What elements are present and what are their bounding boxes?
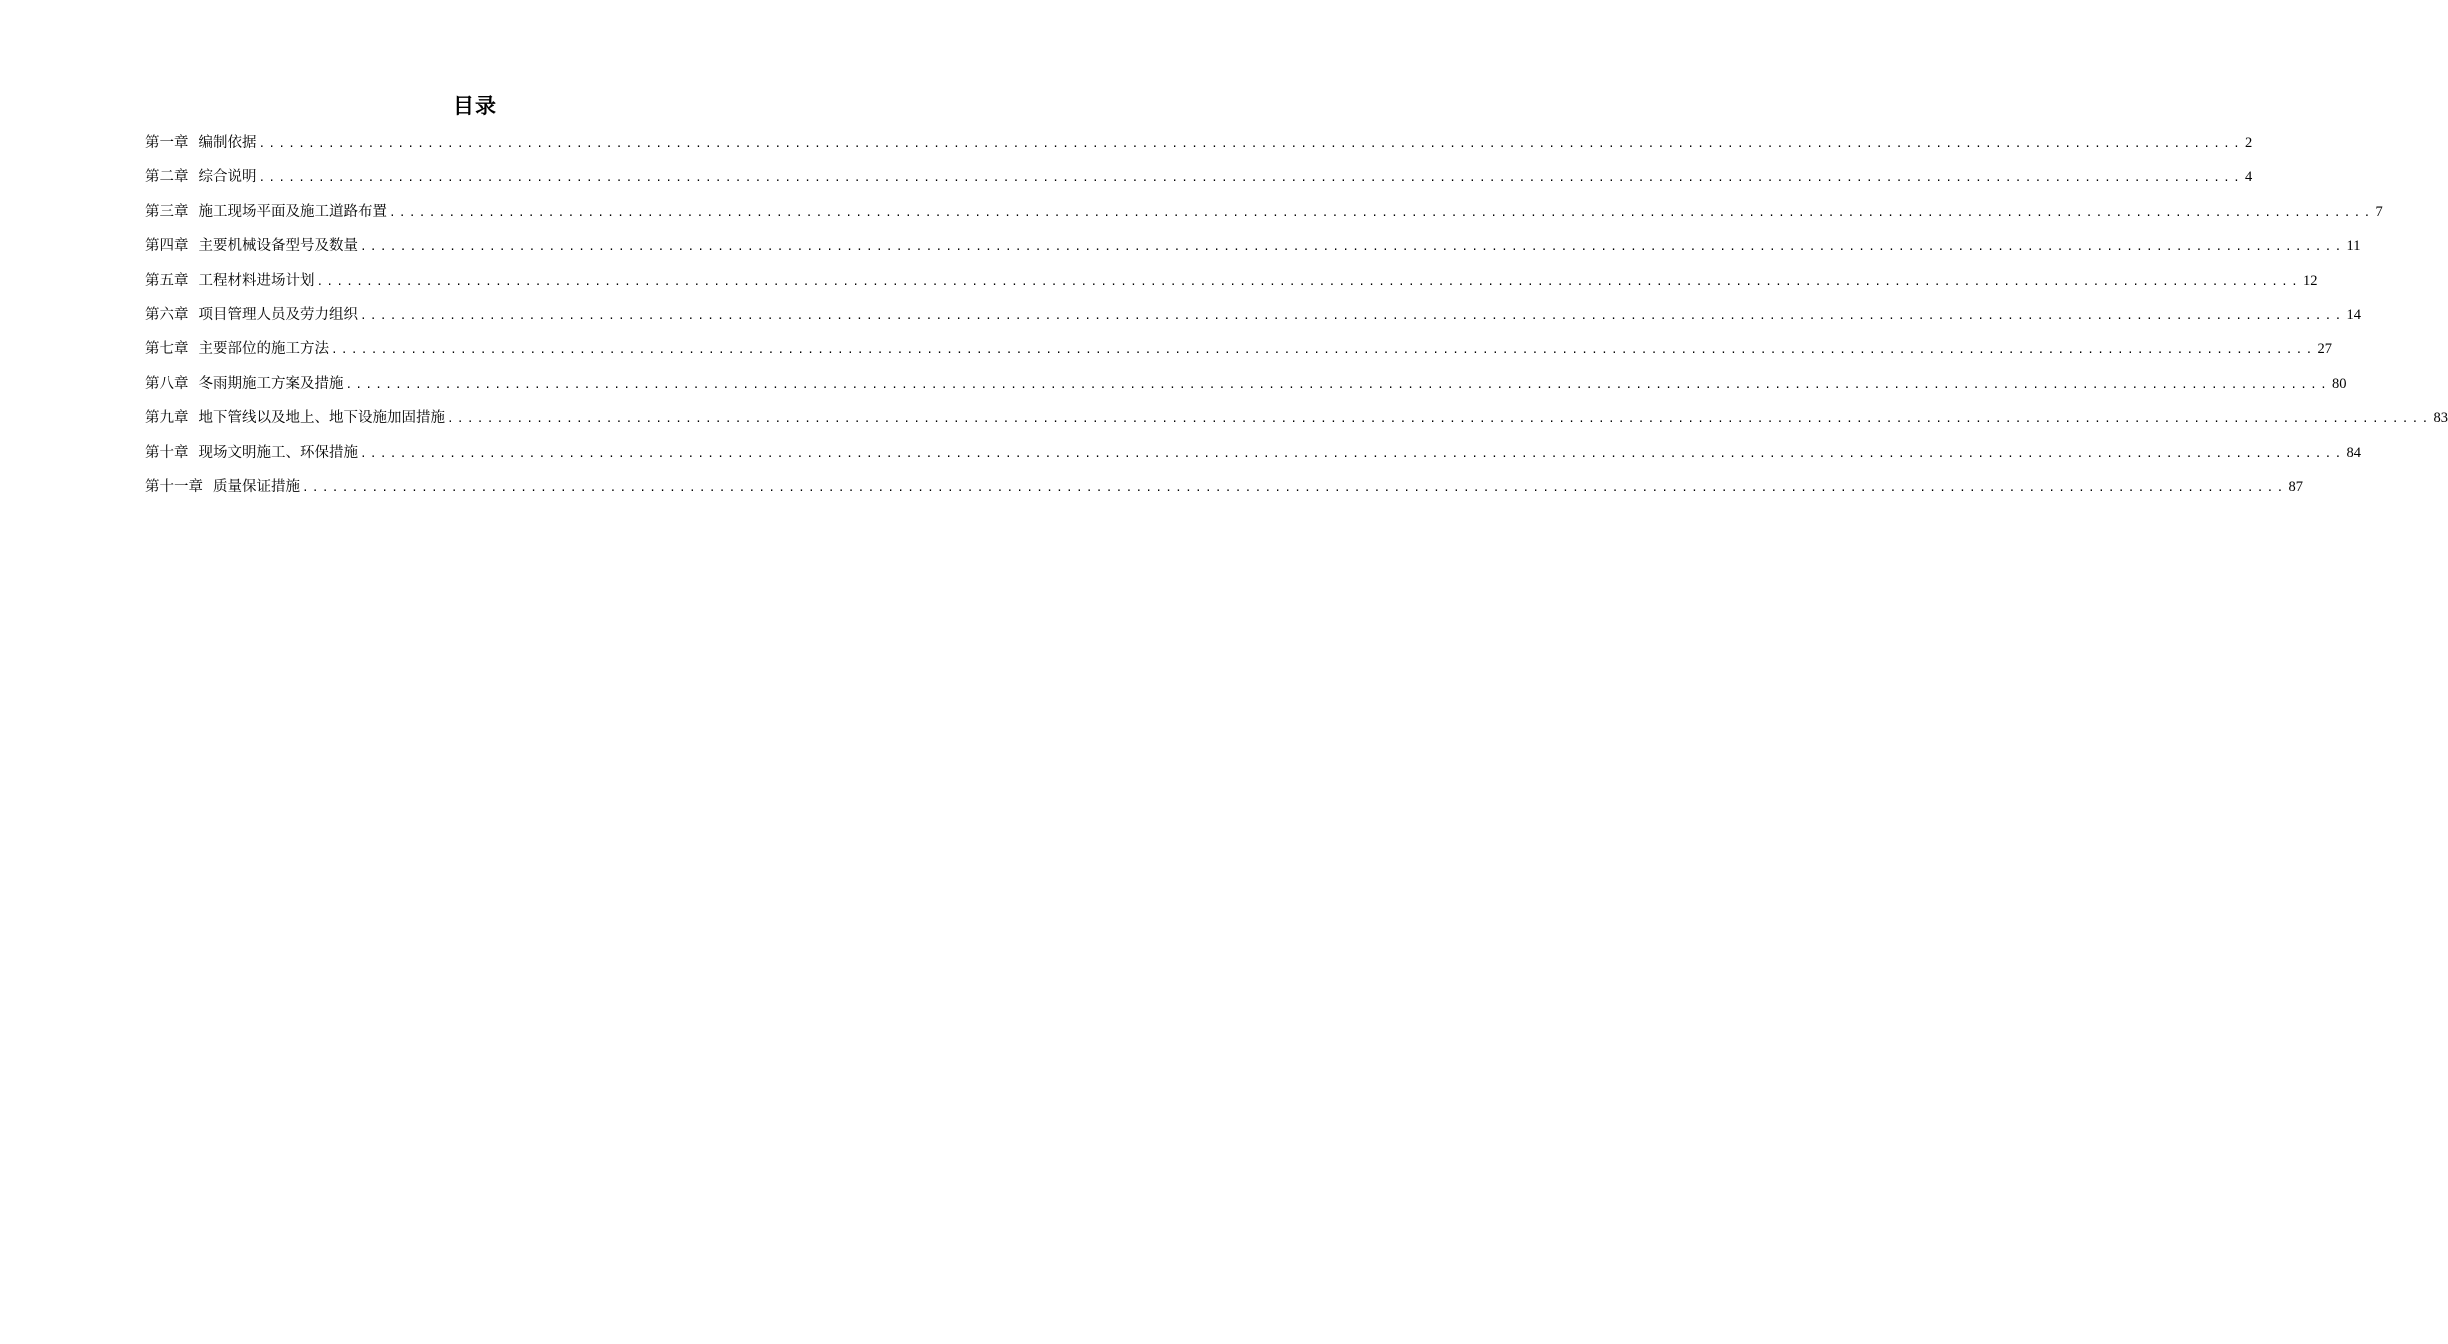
toc-chapter-title: 主要机械设备型号及数量 <box>198 238 358 255</box>
toc-page-number: 14 <box>2346 306 2362 323</box>
toc-entry[interactable] <box>145 160 2253 194</box>
toc-chapter-number: 第五章 <box>145 272 189 289</box>
toc-chapter-title: 综合说明 <box>198 169 257 186</box>
toc-dot-leader: ........................................................................................................................................................................................................ <box>345 377 2331 391</box>
toc-entry[interactable] <box>145 436 2362 470</box>
toc-chapter-title: 施工现场平面及施工道路布置 <box>198 203 387 220</box>
toc-dot-leader: ........................................................................................................................................................................................................ <box>316 274 2302 288</box>
toc-list <box>145 126 2448 504</box>
toc-page-number: 27 <box>2317 341 2333 358</box>
toc-dot-leader: ........................................................................................................................................................................................................ <box>360 240 2345 254</box>
toc-entry[interactable] <box>145 332 2333 366</box>
toc-page-number: 7 <box>2375 203 2383 220</box>
toc-dot-leader: ........................................................................................................................................................................................................ <box>258 137 2244 150</box>
toc-chapter-title: 冬雨期施工方案及措施 <box>198 375 344 392</box>
toc-entry[interactable] <box>145 195 2383 229</box>
toc-chapter-number: 第六章 <box>145 306 189 323</box>
toc-chapter-title: 现场文明施工、环保措施 <box>198 444 358 461</box>
toc-chapter-number: 第十一章 <box>145 478 203 495</box>
toc-dot-leader: ........................................................................................................................................................................................................ <box>258 171 2244 185</box>
toc-title: 目录 <box>453 94 497 118</box>
toc-chapter-title: 质量保证措施 <box>213 478 300 495</box>
toc-entry[interactable] <box>145 264 2318 298</box>
toc-dot-leader: ........................................................................................................................................................................................................ <box>360 446 2345 460</box>
toc-page-number: 80 <box>2332 375 2347 392</box>
toc-chapter-number: 第三章 <box>145 203 189 220</box>
toc-page-number: 87 <box>2288 478 2304 495</box>
toc-page-number: 83 <box>2433 410 2448 427</box>
toc-dot-leader: ........................................................................................................................................................................................................ <box>331 343 2316 357</box>
toc-page-number: 12 <box>2303 272 2318 289</box>
toc-chapter-number: 第二章 <box>145 169 189 186</box>
toc-chapter-title: 编制依据 <box>198 135 257 151</box>
toc-entry[interactable] <box>145 401 2448 435</box>
toc-chapter-number: 第七章 <box>145 341 189 358</box>
toc-entry[interactable] <box>145 470 2304 504</box>
toc-dot-leader: ........................................................................................................................................................................................................ <box>302 480 2287 494</box>
toc-page-number: 2 <box>2245 135 2253 151</box>
toc-dot-leader: ........................................................................................................................................................................................................ <box>360 308 2345 322</box>
toc-chapter-title: 项目管理人员及劳力组织 <box>198 306 358 323</box>
toc-dot-leader: ........................................................................................................................................................................................................ <box>447 412 2432 426</box>
toc-chapter-number: 第一章 <box>145 135 189 151</box>
toc-chapter-number: 第九章 <box>145 410 189 427</box>
toc-entry[interactable] <box>145 229 2361 263</box>
toc-chapter-title: 工程材料进场计划 <box>198 272 315 289</box>
toc-chapter-title: 主要部位的施工方法 <box>198 341 329 358</box>
toc-chapter-number: 第十章 <box>145 444 189 461</box>
toc-chapter-number: 第八章 <box>145 375 189 392</box>
toc-page-number: 84 <box>2346 444 2362 461</box>
toc-entry[interactable] <box>145 126 2253 160</box>
toc-page-number: 4 <box>2245 169 2253 186</box>
toc-entry[interactable] <box>145 298 2362 332</box>
toc-dot-leader: ........................................................................................................................................................................................................ <box>389 205 2374 219</box>
toc-page-number: 11 <box>2346 238 2361 255</box>
toc-chapter-number: 第四章 <box>145 238 189 255</box>
toc-chapter-title: 地下管线以及地上、地下设施加固措施 <box>198 410 445 427</box>
toc-entry[interactable] <box>145 367 2347 401</box>
